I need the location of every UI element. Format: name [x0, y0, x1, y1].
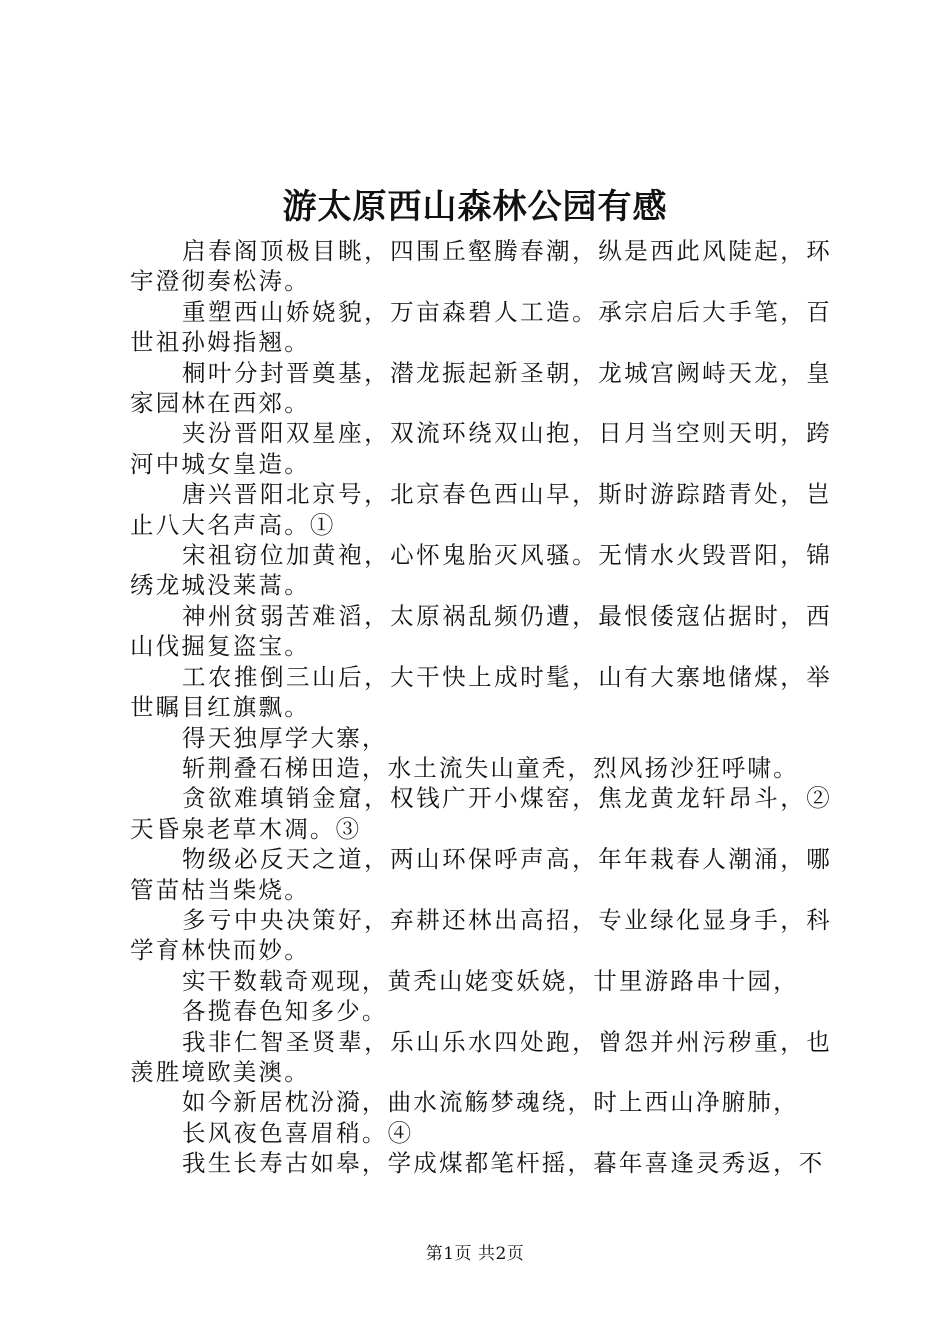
paragraph: 工农推倒三山后，大干快上成时髦，山有大寨地储煤，举世瞩目红旗飘。 [130, 662, 832, 722]
paragraph: 宋祖窃位加黄袍，心怀鬼胎灭风骚。无情水火毁晋阳，锦绣龙城没莱蒿。 [130, 541, 832, 600]
paragraph: 神州贫弱苦难滔，太原祸乱频仍遭，最恨倭寇佔据时，西山伐掘复盗宝。 [130, 601, 832, 661]
paragraph: 实干数载奇观现，黄秃山姥变妖娆，廿里游路串十园， [182, 966, 799, 995]
paragraph: 夹汾晋阳双星座，双流环绕双山抱，日月当空则天明，跨河中城女皇造。 [130, 419, 832, 478]
paragraph: 重塑西山娇娆貌，万亩森碧人工造。承宗启后大手笔，百世祖孙姆指翘。 [130, 297, 832, 357]
paragraph: 长风夜色喜眉稍。④ [182, 1118, 414, 1147]
document-title: 游太原西山森林公园有感 [282, 187, 668, 227]
paragraph: 多亏中央决策好，弃耕还林出高招，专业绿化显身手，科学育林快而妙。 [130, 905, 832, 965]
paragraph: 启春阁顶极目眺，四围丘壑腾春潮，纵是西此风陡起，环宇澄彻奏松涛。 [130, 237, 832, 296]
paragraph: 如今新居枕汾漪，曲水流觞梦魂绕，时上西山净腑肺， [182, 1088, 799, 1117]
paragraph: 得天独厚学大寨， [182, 723, 388, 752]
paragraph: 斩荆叠石梯田造，水土流失山童秃，烈风扬沙狂呼啸。 [182, 753, 799, 782]
paragraph: 我生长寿古如皋，学成煤都笔杆摇，暮年喜逢灵秀返，不 [182, 1149, 825, 1178]
paragraph: 物级必反天之道，两山环保呼声高，年年栽春人潮涌，哪管苗枯当柴烧。 [130, 845, 832, 904]
paragraph: 唐兴晋阳北京号，北京春色西山早，斯时游踪踏青处，岂止八大名声高。① [130, 480, 832, 539]
paragraph: 桐叶分封晋奠基，潜龙振起新圣朝，龙城宫阙峙天龙，皇家园林在西郊。 [130, 358, 832, 418]
poem-body [130, 236, 832, 1179]
page-number-footer: 第1页 共2页 [425, 1244, 525, 1264]
paragraph: 贪欲难填销金窟，权钱广开小煤窑，焦龙黄龙轩昂斗，②天昏泉老草木凋。③ [130, 784, 832, 843]
paragraph: 我非仁智圣贤辈，乐山乐水四处跑，曾怨并州污秽重，也羡胜境欧美澳。 [130, 1027, 832, 1086]
paragraph: 各揽春色知多少。 [182, 997, 388, 1026]
